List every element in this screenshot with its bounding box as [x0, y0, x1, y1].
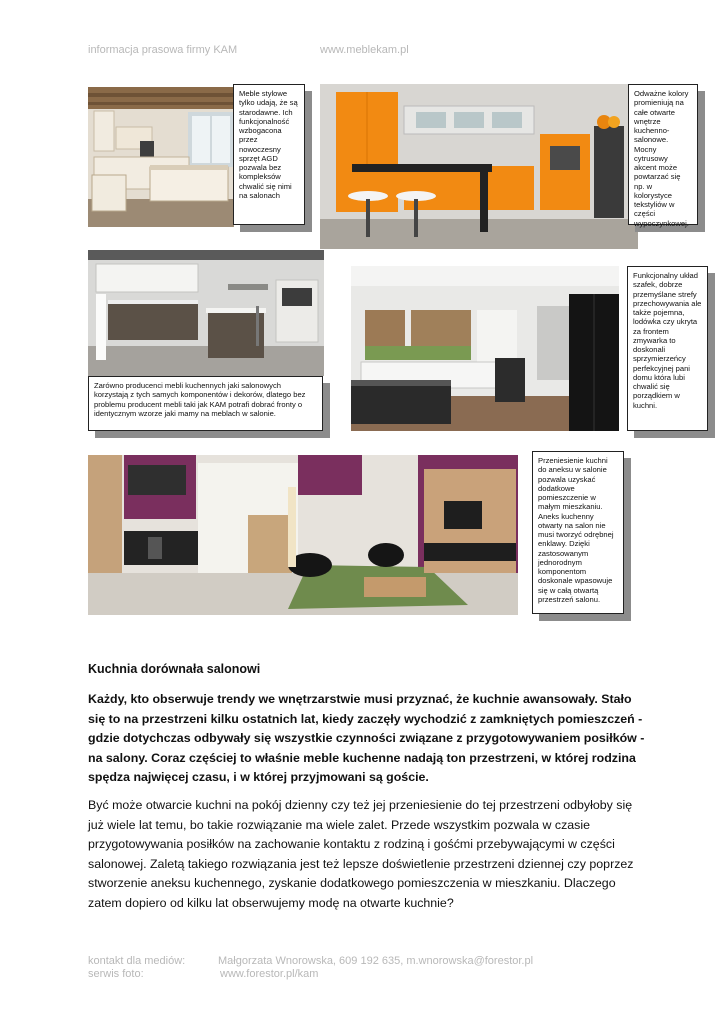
footer-contact-value: Małgorzata Wnorowska, 609 192 635, m.wnorowska@forestor.pl — [218, 955, 534, 967]
article-lead: Każdy, kto obserwuje trendy we wnętrzarstwie musi przyznać, że kuchnie awansowały. Stało się to na przestrzeni kilku ostatnich lat, kiedy zaczęły wychodzić z zamkniętych pomieszczeń - gdzie dotychczas odbywały się wszystkie czynności związane z przygotowywaniem posiłków - na salony. Coraz częściej to właśnie meble kuchenne nadają ton przestrzeni, w której rodzina spędza najwięcej czasu, i w której przyjmowani są goście. — [88, 692, 645, 784]
caption-annex-text: Przeniesienie kuchni do aneksu w salonie pozwala uzyskać dodatkowe pomieszczenie w małym mieszkaniu. Aneks kuchenny otwarty na salon nie musi tworzyć odrębnej enklawy. Dzięki zastosowanym jednorodnym komponentom doskonale wpasowuje się w całą otwartą przestrzeń salonu. — [538, 456, 614, 604]
caption-classic-kitchen-text: Meble stylowe tylko udają, że są starodawne. Ich funkcjonalność wzbogacona przez nowoczesny sprzęt AGD pozwala bez kompleksów chwalić się nimi na salonach — [239, 89, 298, 200]
header-left: informacja prasowa firmy KAM — [88, 44, 238, 56]
article-body: Być może otwarcie kuchni na pokój dzienny czy też jej przeniesienie do tej przestrzeni odbyłoby się już wiele lat temu, bo takie rozwiązanie ma wiele zalet. Przede wszystkim pozwala w czasie przygotowywania posiłków na zachowanie kontaktu z rodziną i gośćmi przebywającymi w części salonowej. Zaletą takiego rozwiązania jest też lepsze doświetlenie przestrzeni dziennej czy poprzez stworzenie aneksu kuchennego, zyskanie dodatkowego pomieszczenia w mieszkaniu. Dlaczego zatem dopiero od kilku lat obserwujemy modę na otwarte kuchnie? — [88, 798, 634, 910]
photo-orange-kitchen — [320, 84, 638, 249]
header-website: www.meblekam.pl — [320, 44, 409, 56]
caption-storage-text: Funkcjonalny układ szafek, dobrze przemyślane strefy przechowywania ale także pojemna, lodówka czy ukryta za frontem zmywarka to doskonali sprzymierzeńcy perfekcyjnej pani domu która lubi chwalić się porządkiem w kuchni. — [633, 271, 702, 410]
photo-white-kitchen-fridge — [351, 266, 619, 431]
photo-classic-kitchen — [88, 87, 234, 227]
caption-orange-kitchen-text: Odważne kolory promieniują na całe otwarte wnętrze kuchenno-salonowe. Mocny cytrusowy akcent może powtarzać się np. w kolorystyce tekstyliów w części wypoczynkowej. — [634, 89, 689, 228]
caption-components-text: Zarówno producenci mebli kuchennych jaki salonowych korzystają z tych samych komponentów i dekorów, dlatego bez problemu producent mebli taki jak KAM potrafi dobrać fronty o identycznym wzorze jaki mamy na meblach w salonie. — [94, 381, 306, 418]
footer-photo-value: www.forestor.pl/kam — [220, 968, 319, 980]
photo-white-dark-kitchen — [88, 250, 324, 376]
caption-orange-kitchen — [628, 84, 698, 228]
caption-annex — [532, 451, 624, 614]
footer-contact-label: kontakt dla mediów: — [88, 955, 186, 967]
caption-classic-kitchen — [233, 84, 305, 225]
caption-storage — [627, 266, 708, 431]
caption-components — [88, 376, 323, 431]
footer-photo-label: serwis foto: — [88, 968, 144, 980]
article-title: Kuchnia dorównała salonowi — [88, 662, 261, 676]
photo-kitchen-annex — [88, 455, 518, 615]
